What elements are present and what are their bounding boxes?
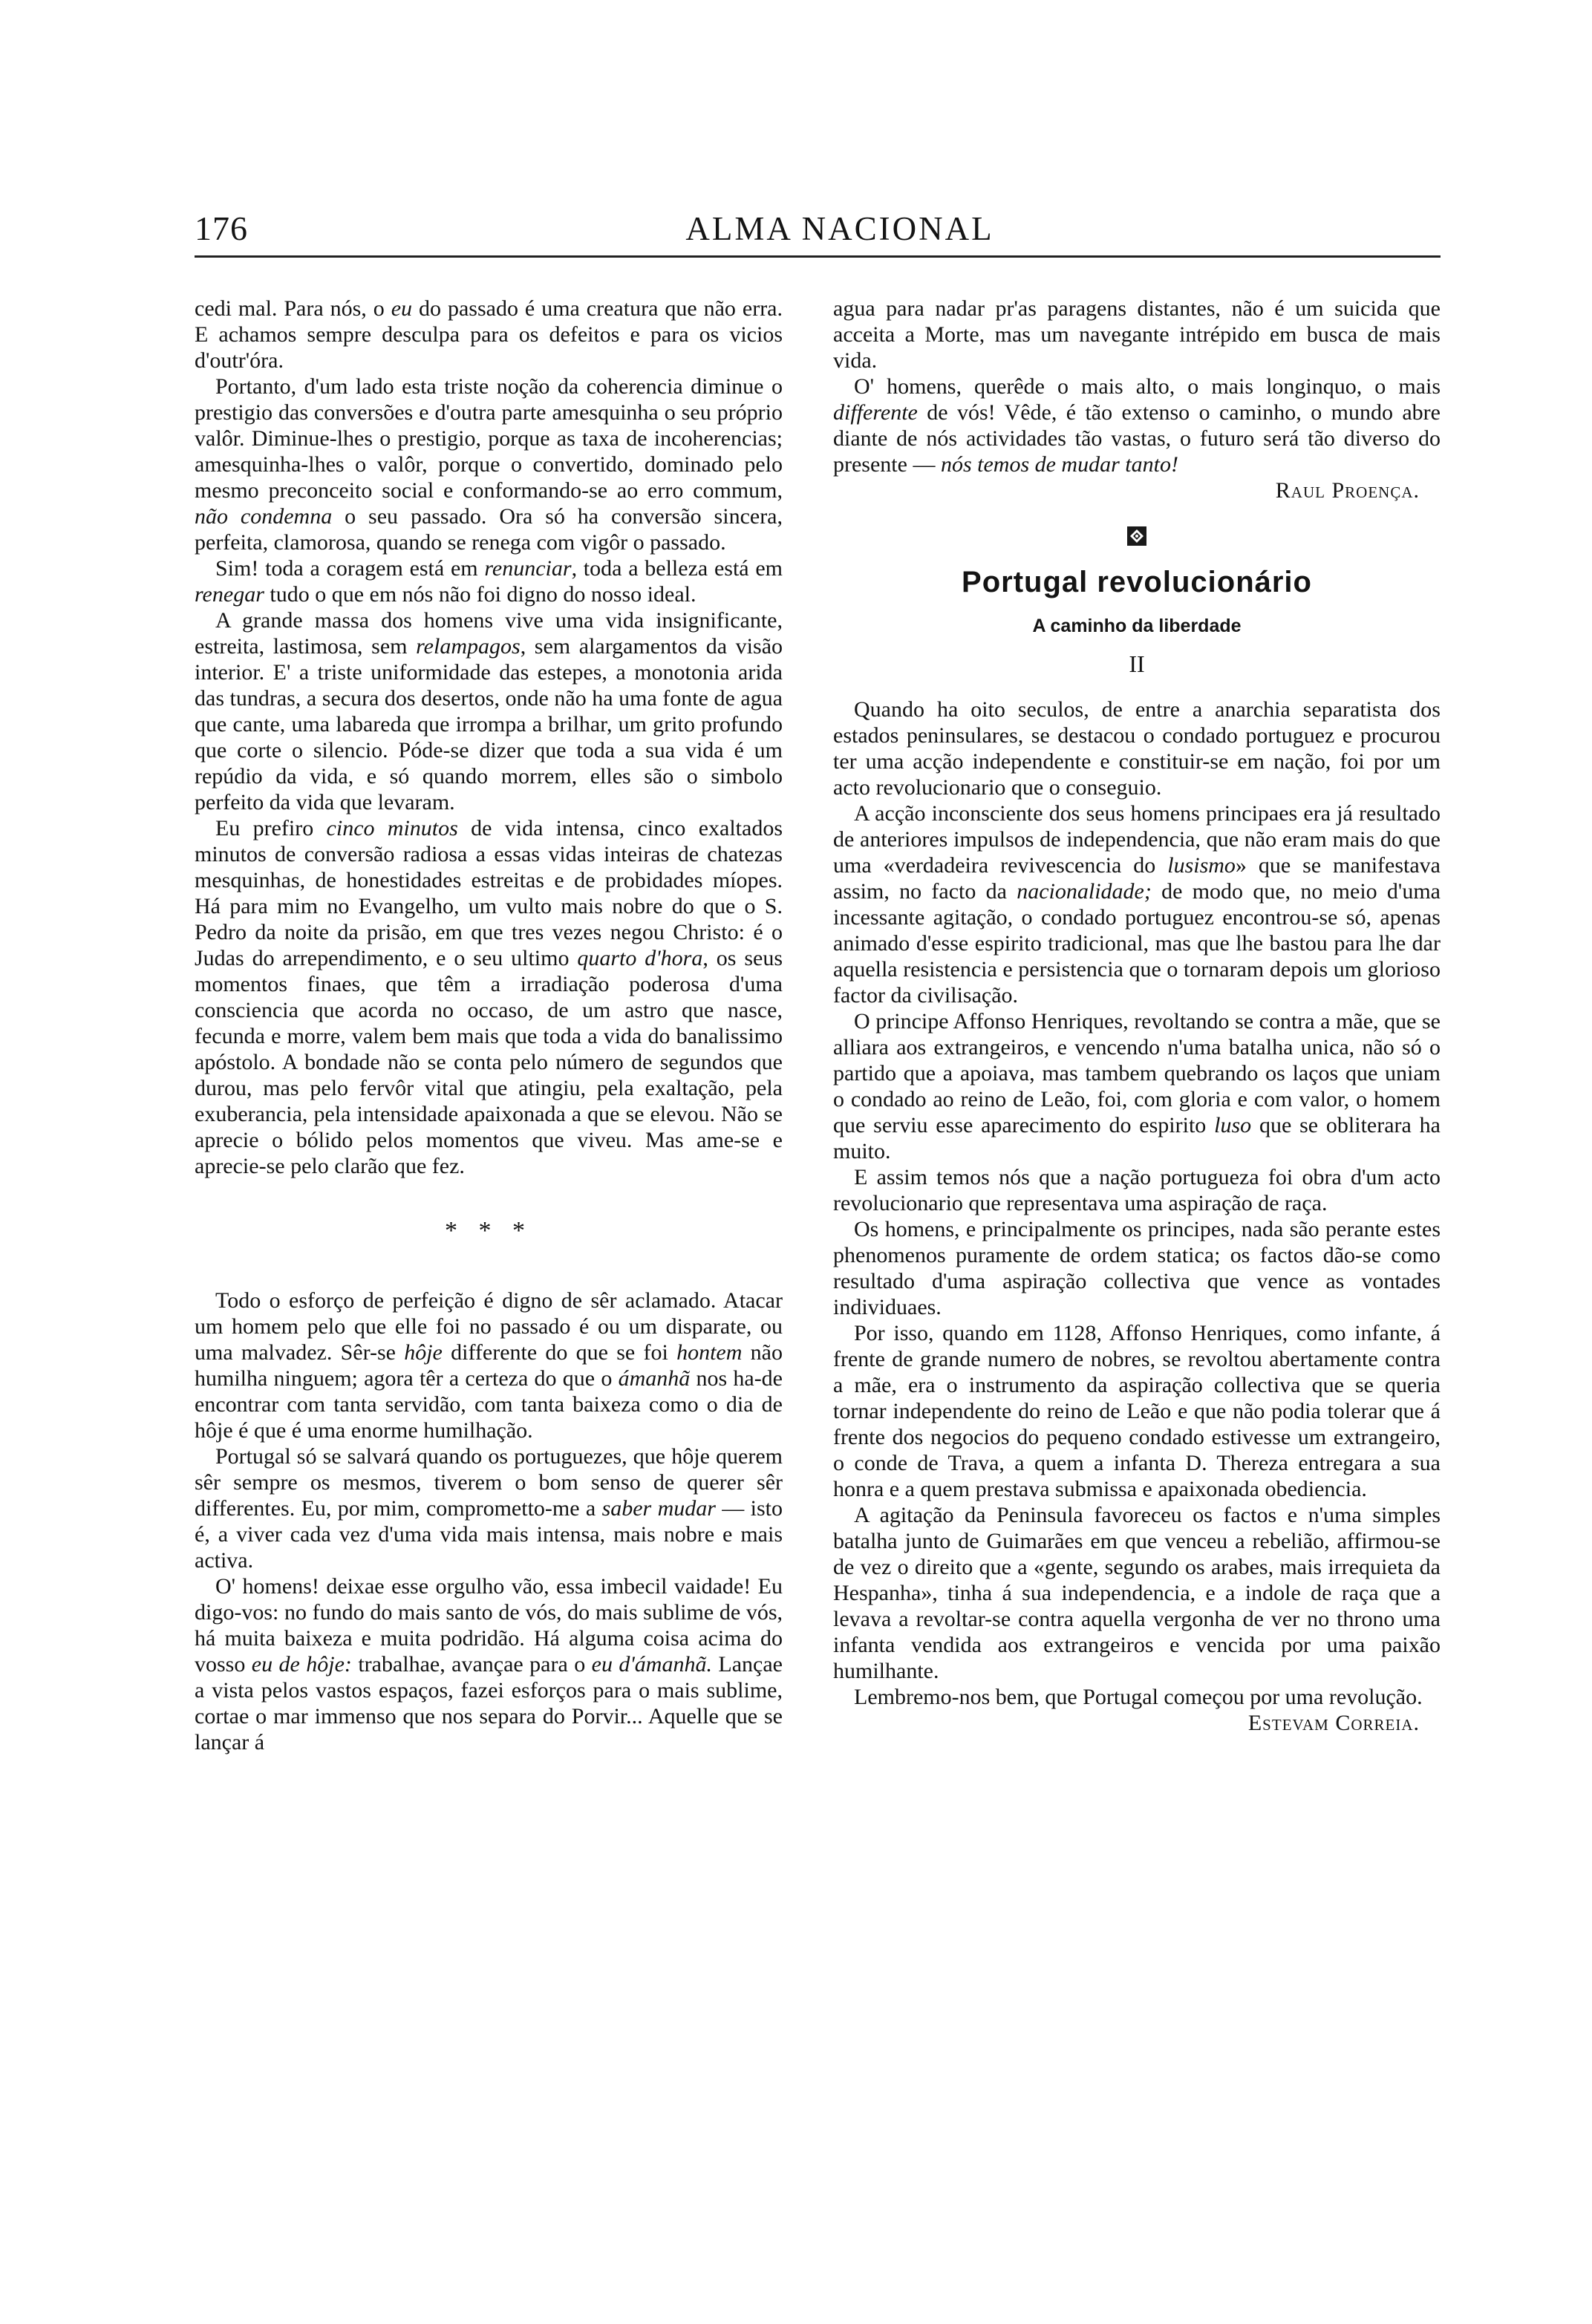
paragraph: Quando ha oito seculos, de entre a anarchia separatista dos estados peninsulares, se destacou o condado portuguez e procurou ter uma acção independente e constituir-se em nação, foi por um acto revolucionario que o conseguio. <box>833 697 1441 800</box>
paragraph: Lembremo-nos bem, que Portugal começou por uma revolução. <box>854 1685 1423 1709</box>
article-title: Portugal revolucionário <box>962 566 1312 598</box>
page-number: 176 <box>195 209 248 247</box>
paragraph: Eu prefiro cinco minutos de vida intensa, cinco exaltados minutos de conversão radiosa a essas vidas inteiras de chatezas mesquinhas, de honestidades estreitas e de probidades míopes. Há para mim no Evangelho, um vulto mais nobre do que o S. Pedro da noite da prisão, em que tres vezes negou Christo: é o Judas do arrependimento, e o seu ultimo quarto d'hora, os seus momentos finaes, que têm a irradiação poderosa d'uma consciencia que acorda no occaso, de um astro que nasce, fecunda e morre, valem bem mais que toda a vida do banalissimo apóstolo. A bondade não se conta pelo número de segundos que durou, mas pelo fervôr vital que atingiu, pela exaltação, pela exuberancia, pela intensidade apaixonada a que se elevou. Não se aprecie o bólido pelos momentos que viveu. Mas ame-se e aprecie-se pelo clarão que fez. <box>195 816 783 1178</box>
paragraph: Os homens, e principalmente os principes, nada são perante estes phenomenos puramente de ordem statica; os factos dão-se como resultado d'uma aspiração collectiva que vence as vontades individuaes. <box>833 1217 1441 1319</box>
paragraph: Portugal só se salvará quando os portuguezes, que hôje querem sêr sempre os mesmos, tiverem o bom senso de querer sêr differentes. Eu, por mim, comprometto-me a saber mudar — isto é, a viver cada vez d'uma vida mais intensa, mais nobre e mais activa. <box>195 1444 783 1573</box>
paragraph: O' homens! deixae esse orgulho vão, essa imbecil vaidade! Eu digo-vos: no fundo do mais santo de vós, do mais sublime de vós, há muita baixeza e muita podridão. Há alguma coisa acima do vosso eu de hôje: trabalhae, avançae para o eu d'ámanhã. Lançae a vista pelos vastos espaços, fazei esforços para o mais sublime, cortae o mar immenso que nos separa do Porvir... Aquelle que se lançar á <box>195 1574 783 1755</box>
article-subtitle: A caminho da liberdade <box>1032 616 1242 636</box>
paragraph: O principe Affonso Henriques, revoltando se contra a mãe, que se alliara aos extrangeiros, e vencendo n'uma batalha unica, não só o partido que a apoiava, mas tambem quebrando os laços que uniam o condado ao reino de Leão, foi, com gloria e com valor, o homem que serviu esse aparecimento do espirito luso que se obliterara ha muito. <box>833 1009 1441 1163</box>
paragraph: A grande massa dos homens vive uma vida insignificante, estreita, lastimosa, sem relampagos, sem alargamentos da visão interior. E' a triste uniformidade das estepes, a monotonia arida das tundras, a secura dos desertos, onde não ha uma fonte de agua que cante, uma labareda que irrompa a brilhar, um grito profundo que corte o silencio. Póde-se dizer que toda a sua vida é um repúdio da vida, e só quando morrem, elles são o simbolo perfeito da vida que levaram. <box>195 608 783 815</box>
running-title: ALMA NACIONAL <box>685 210 994 247</box>
author-signature: Raul Proença. <box>1275 478 1420 503</box>
right-column <box>833 296 1441 1736</box>
page-header <box>195 206 1441 258</box>
paragraph: A acção inconsciente dos seus homens principaes era já resultado de anteriores impulsos de independencia, que não eram mais do que uma «verdadeira revivescencia do lusismo» que se manifestava assim, no facto da nacionalidade; de modo que, no meio d'uma incessante agitação, o condado portuguez encontrou-se só, apenas animado d'esse espirito tradicional, mas que lhe bastou para lhe dar aquella resistencia e persistencia que o tornaram depois um glorioso factor da civilisação. <box>833 801 1441 1008</box>
paragraph: A agitação da Peninsula favoreceu os factos e n'uma simples batalha junto de Guimarães em que venceu a rebelião, affirmou-se de vez o direito que a «gente, segundo os arabes, mais irrequieta da Hespanha», tinha á sua independencia, e a indole de raça que a levava a revoltar-se contra aquella vergonha de ver no throno uma infanta vendida aos extrangeiros e vencida por uma paixão humilhante. <box>833 1503 1441 1683</box>
paragraph: Sim! toda a coragem está em renunciar, toda a belleza está em renegar tudo o que em nós não foi digno do nosso ideal. <box>195 556 783 607</box>
paragraph: Portanto, d'um lado esta triste noção da coherencia diminue o prestigio das conversões e d'outra parte amesquinha o seu próprio valôr. Diminue-lhes o prestigio, porque as taxa de incoherencias; amesquinha-lhes o valôr, porque o convertido, dominado pelo mesmo preconceito social e conformando-se ao erro commum, não condemna o seu passado. Ora só ha conversão sincera, perfeita, clamorosa, quando se renega com vigôr o passado. <box>195 374 783 555</box>
paragraph: O' homens, querêde o mais alto, o mais longinquo, o mais differente de vós! Vêde, é tão extenso o caminho, o mundo abre diante de nós actividades tão vastas, o futuro será tão diverso do presente — nós temos de mudar tanto! <box>833 374 1441 477</box>
paragraph: cedi mal. Para nós, o eu do passado é uma creatura que não erra. E achamos sempre desculpa para os defeitos e para os vicios d'outr'óra. <box>195 296 783 373</box>
left-column <box>195 296 783 1755</box>
section-break-asterisks: * * * <box>445 1217 532 1244</box>
author-signature: Estevam Correia. <box>1247 1711 1420 1735</box>
paragraph: Todo o esforço de perfeição é digno de sêr aclamado. Atacar um homem pelo que elle foi no passado é ou um disparate, ou uma malvadez. Sêr-se hôje differente do que se foi hontem não humilha ninguem; agora têr a certeza do que o ámanhã nos ha-de encontrar com tanta servidão, com tanta baixeza como o dia de hôje é que é uma enorme humilhação. <box>195 1288 783 1443</box>
paragraph: Por isso, quando em 1128, Affonso Henriques, como infante, á frente de grande numero de nobres, se revoltou abertamente contra a mãe, era o instrumento da aspiração collectiva que se queria tornar independente do reino de Leão e que não podia tolerar que á frente dos negocios do pequeno condado estivesse um extrangeiro, o conde de Trava, a quem a infanta D. Thereza entregara a sua honra e a quem prestava submissa e apaixonada obediencia. <box>833 1321 1441 1501</box>
section-number: II <box>1129 650 1145 677</box>
paragraph: E assim temos nós que a nação portugueza foi obra d'um acto revolucionario que representava uma aspiração de raça. <box>833 1165 1441 1215</box>
paragraph: agua para nadar pr'as paragens distantes, não é um suicida que acceita a Morte, mas um navegante intrépido em busca de mais vida. <box>833 296 1441 373</box>
ornament-icon <box>1126 526 1147 546</box>
